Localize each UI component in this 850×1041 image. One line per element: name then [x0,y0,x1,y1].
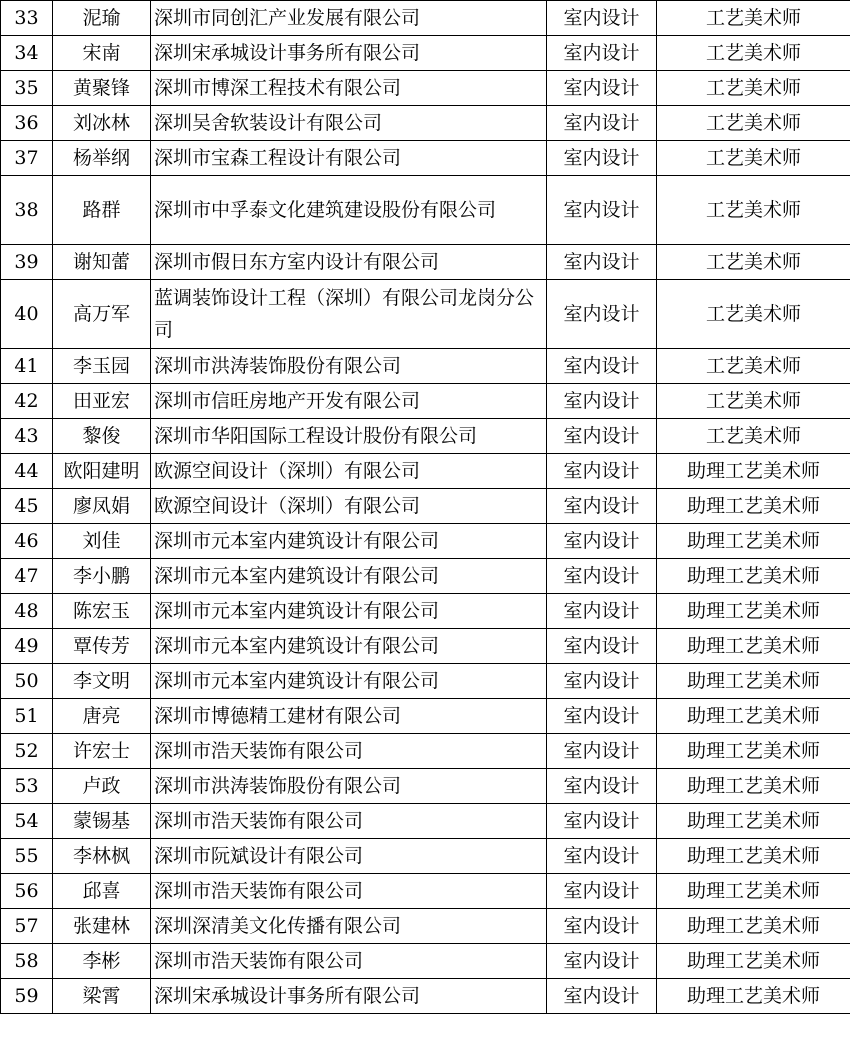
table-row [1,106,850,141]
person-name-cell: 李小鹏 [53,559,151,594]
professional-title-cell: 工艺美术师 [657,36,850,71]
row-number-cell: 40 [1,280,53,349]
row-number-cell: 53 [1,769,53,804]
professional-title-cell: 助理工艺美术师 [657,804,850,839]
person-name-cell: 刘佳 [53,524,151,559]
person-name-cell: 谢知蕾 [53,245,151,280]
company-name-cell: 深圳市洪涛装饰股份有限公司 [151,349,547,384]
major-cell: 室内设计 [547,349,657,384]
professional-title-cell: 工艺美术师 [657,106,850,141]
professional-title-cell: 助理工艺美术师 [657,489,850,524]
person-name-cell: 邱喜 [53,874,151,909]
major-cell: 室内设计 [547,804,657,839]
major-cell: 室内设计 [547,141,657,176]
table-row [1,524,850,559]
major-cell: 室内设计 [547,839,657,874]
major-cell: 室内设计 [547,664,657,699]
row-number-cell: 56 [1,874,53,909]
major-cell: 室内设计 [547,524,657,559]
major-cell: 室内设计 [547,71,657,106]
major-cell: 室内设计 [547,36,657,71]
table-row [1,384,850,419]
table-row [1,699,850,734]
professional-title-cell: 工艺美术师 [657,419,850,454]
professional-title-cell: 助理工艺美术师 [657,874,850,909]
company-name-cell: 欧源空间设计（深圳）有限公司 [151,454,547,489]
professional-title-cell: 助理工艺美术师 [657,664,850,699]
table-row [1,559,850,594]
row-number-cell: 59 [1,979,53,1014]
person-name-cell: 张建林 [53,909,151,944]
professional-title-cell: 助理工艺美术师 [657,594,850,629]
major-cell: 室内设计 [547,559,657,594]
person-name-cell: 宋南 [53,36,151,71]
major-cell: 室内设计 [547,629,657,664]
major-cell: 室内设计 [547,280,657,349]
major-cell: 室内设计 [547,979,657,1014]
table-row [1,839,850,874]
company-name-cell: 深圳市同创汇产业发展有限公司 [151,1,547,36]
professional-title-cell: 工艺美术师 [657,280,850,349]
major-cell: 室内设计 [547,245,657,280]
person-name-cell: 泥瑜 [53,1,151,36]
major-cell: 室内设计 [547,734,657,769]
person-name-cell: 李彬 [53,944,151,979]
company-name-cell: 欧源空间设计（深圳）有限公司 [151,489,547,524]
company-name-cell: 深圳市博德精工建材有限公司 [151,699,547,734]
person-name-cell: 刘冰林 [53,106,151,141]
person-name-cell: 李玉园 [53,349,151,384]
company-name-cell: 深圳市中孚泰文化建筑建设股份有限公司 [151,176,547,245]
company-name-cell: 深圳宋承城设计事务所有限公司 [151,979,547,1014]
row-number-cell: 38 [1,176,53,245]
company-name-cell: 深圳吴舍软装设计有限公司 [151,106,547,141]
row-number-cell: 48 [1,594,53,629]
row-number-cell: 34 [1,36,53,71]
professional-title-cell: 助理工艺美术师 [657,909,850,944]
professional-title-cell: 助理工艺美术师 [657,559,850,594]
table-row [1,176,850,245]
major-cell: 室内设计 [547,909,657,944]
professional-title-cell: 助理工艺美术师 [657,769,850,804]
professional-title-cell: 工艺美术师 [657,1,850,36]
major-cell: 室内设计 [547,944,657,979]
company-name-cell: 深圳市元本室内建筑设计有限公司 [151,559,547,594]
professional-title-cell: 助理工艺美术师 [657,524,850,559]
company-name-cell: 深圳市浩天装饰有限公司 [151,734,547,769]
row-number-cell: 50 [1,664,53,699]
company-name-cell: 深圳市宝森工程设计有限公司 [151,141,547,176]
row-number-cell: 45 [1,489,53,524]
row-number-cell: 33 [1,1,53,36]
person-name-cell: 黄聚锋 [53,71,151,106]
table-row [1,664,850,699]
person-name-cell: 高万军 [53,280,151,349]
table-row [1,1,850,36]
table-row [1,874,850,909]
row-number-cell: 44 [1,454,53,489]
professional-title-cell: 助理工艺美术师 [657,699,850,734]
row-number-cell: 35 [1,71,53,106]
table-row [1,36,850,71]
professional-title-cell: 助理工艺美术师 [657,734,850,769]
major-cell: 室内设计 [547,176,657,245]
company-name-cell: 深圳市元本室内建筑设计有限公司 [151,594,547,629]
person-name-cell: 覃传芳 [53,629,151,664]
person-name-cell: 李文明 [53,664,151,699]
table-row [1,769,850,804]
person-name-cell: 田亚宏 [53,384,151,419]
row-number-cell: 55 [1,839,53,874]
table-row [1,909,850,944]
row-number-cell: 39 [1,245,53,280]
major-cell: 室内设计 [547,384,657,419]
table-row [1,594,850,629]
table-row [1,734,850,769]
major-cell: 室内设计 [547,106,657,141]
company-name-cell: 深圳市华阳国际工程设计股份有限公司 [151,419,547,454]
person-name-cell: 梁霄 [53,979,151,1014]
row-number-cell: 41 [1,349,53,384]
row-number-cell: 46 [1,524,53,559]
person-name-cell: 黎俊 [53,419,151,454]
company-name-cell: 深圳市阮斌设计有限公司 [151,839,547,874]
company-name-cell: 深圳市博深工程技术有限公司 [151,71,547,106]
table-row [1,629,850,664]
professional-title-cell: 助理工艺美术师 [657,629,850,664]
person-name-cell: 李林枫 [53,839,151,874]
row-number-cell: 42 [1,384,53,419]
roster-body [1,1,850,1014]
company-name-cell: 深圳市浩天装饰有限公司 [151,944,547,979]
professional-title-cell: 工艺美术师 [657,176,850,245]
row-number-cell: 51 [1,699,53,734]
major-cell: 室内设计 [547,419,657,454]
company-name-cell: 深圳市元本室内建筑设计有限公司 [151,664,547,699]
person-name-cell: 卢政 [53,769,151,804]
professional-title-cell: 工艺美术师 [657,349,850,384]
professional-title-cell: 工艺美术师 [657,71,850,106]
table-row [1,454,850,489]
person-name-cell: 廖凤娟 [53,489,151,524]
company-name-cell: 深圳市浩天装饰有限公司 [151,874,547,909]
table-row [1,804,850,839]
company-name-cell: 深圳市元本室内建筑设计有限公司 [151,629,547,664]
row-number-cell: 52 [1,734,53,769]
major-cell: 室内设计 [547,874,657,909]
row-number-cell: 36 [1,106,53,141]
professional-title-cell: 工艺美术师 [657,245,850,280]
row-number-cell: 54 [1,804,53,839]
table-row [1,944,850,979]
person-name-cell: 路群 [53,176,151,245]
company-name-cell: 深圳市信旺房地产开发有限公司 [151,384,547,419]
major-cell: 室内设计 [547,769,657,804]
professional-title-cell: 助理工艺美术师 [657,944,850,979]
company-name-cell: 深圳市洪涛装饰股份有限公司 [151,769,547,804]
professional-title-cell: 助理工艺美术师 [657,839,850,874]
company-name-cell: 深圳宋承城设计事务所有限公司 [151,36,547,71]
professional-title-cell: 助理工艺美术师 [657,454,850,489]
table-row [1,245,850,280]
table-row [1,489,850,524]
professional-title-cell: 工艺美术师 [657,141,850,176]
table-row [1,979,850,1014]
row-number-cell: 58 [1,944,53,979]
company-name-cell: 深圳深清美文化传播有限公司 [151,909,547,944]
table-row [1,280,850,349]
person-name-cell: 蒙锡基 [53,804,151,839]
major-cell: 室内设计 [547,489,657,524]
company-name-cell: 深圳市元本室内建筑设计有限公司 [151,524,547,559]
major-cell: 室内设计 [547,699,657,734]
person-name-cell: 陈宏玉 [53,594,151,629]
person-name-cell: 许宏士 [53,734,151,769]
professional-title-cell: 工艺美术师 [657,384,850,419]
major-cell: 室内设计 [547,454,657,489]
major-cell: 室内设计 [547,594,657,629]
table-row [1,349,850,384]
person-name-cell: 欧阳建明 [53,454,151,489]
company-name-cell: 深圳市假日东方室内设计有限公司 [151,245,547,280]
table-row [1,419,850,454]
company-name-cell: 蓝调装饰设计工程（深圳）有限公司龙岗分公司 [151,280,547,349]
row-number-cell: 43 [1,419,53,454]
company-name-cell: 深圳市浩天装饰有限公司 [151,804,547,839]
person-name-cell: 杨举纲 [53,141,151,176]
table-row [1,71,850,106]
major-cell: 室内设计 [547,1,657,36]
row-number-cell: 49 [1,629,53,664]
professional-title-cell: 助理工艺美术师 [657,979,850,1014]
row-number-cell: 37 [1,141,53,176]
table-row [1,141,850,176]
row-number-cell: 47 [1,559,53,594]
person-name-cell: 唐亮 [53,699,151,734]
row-number-cell: 57 [1,909,53,944]
